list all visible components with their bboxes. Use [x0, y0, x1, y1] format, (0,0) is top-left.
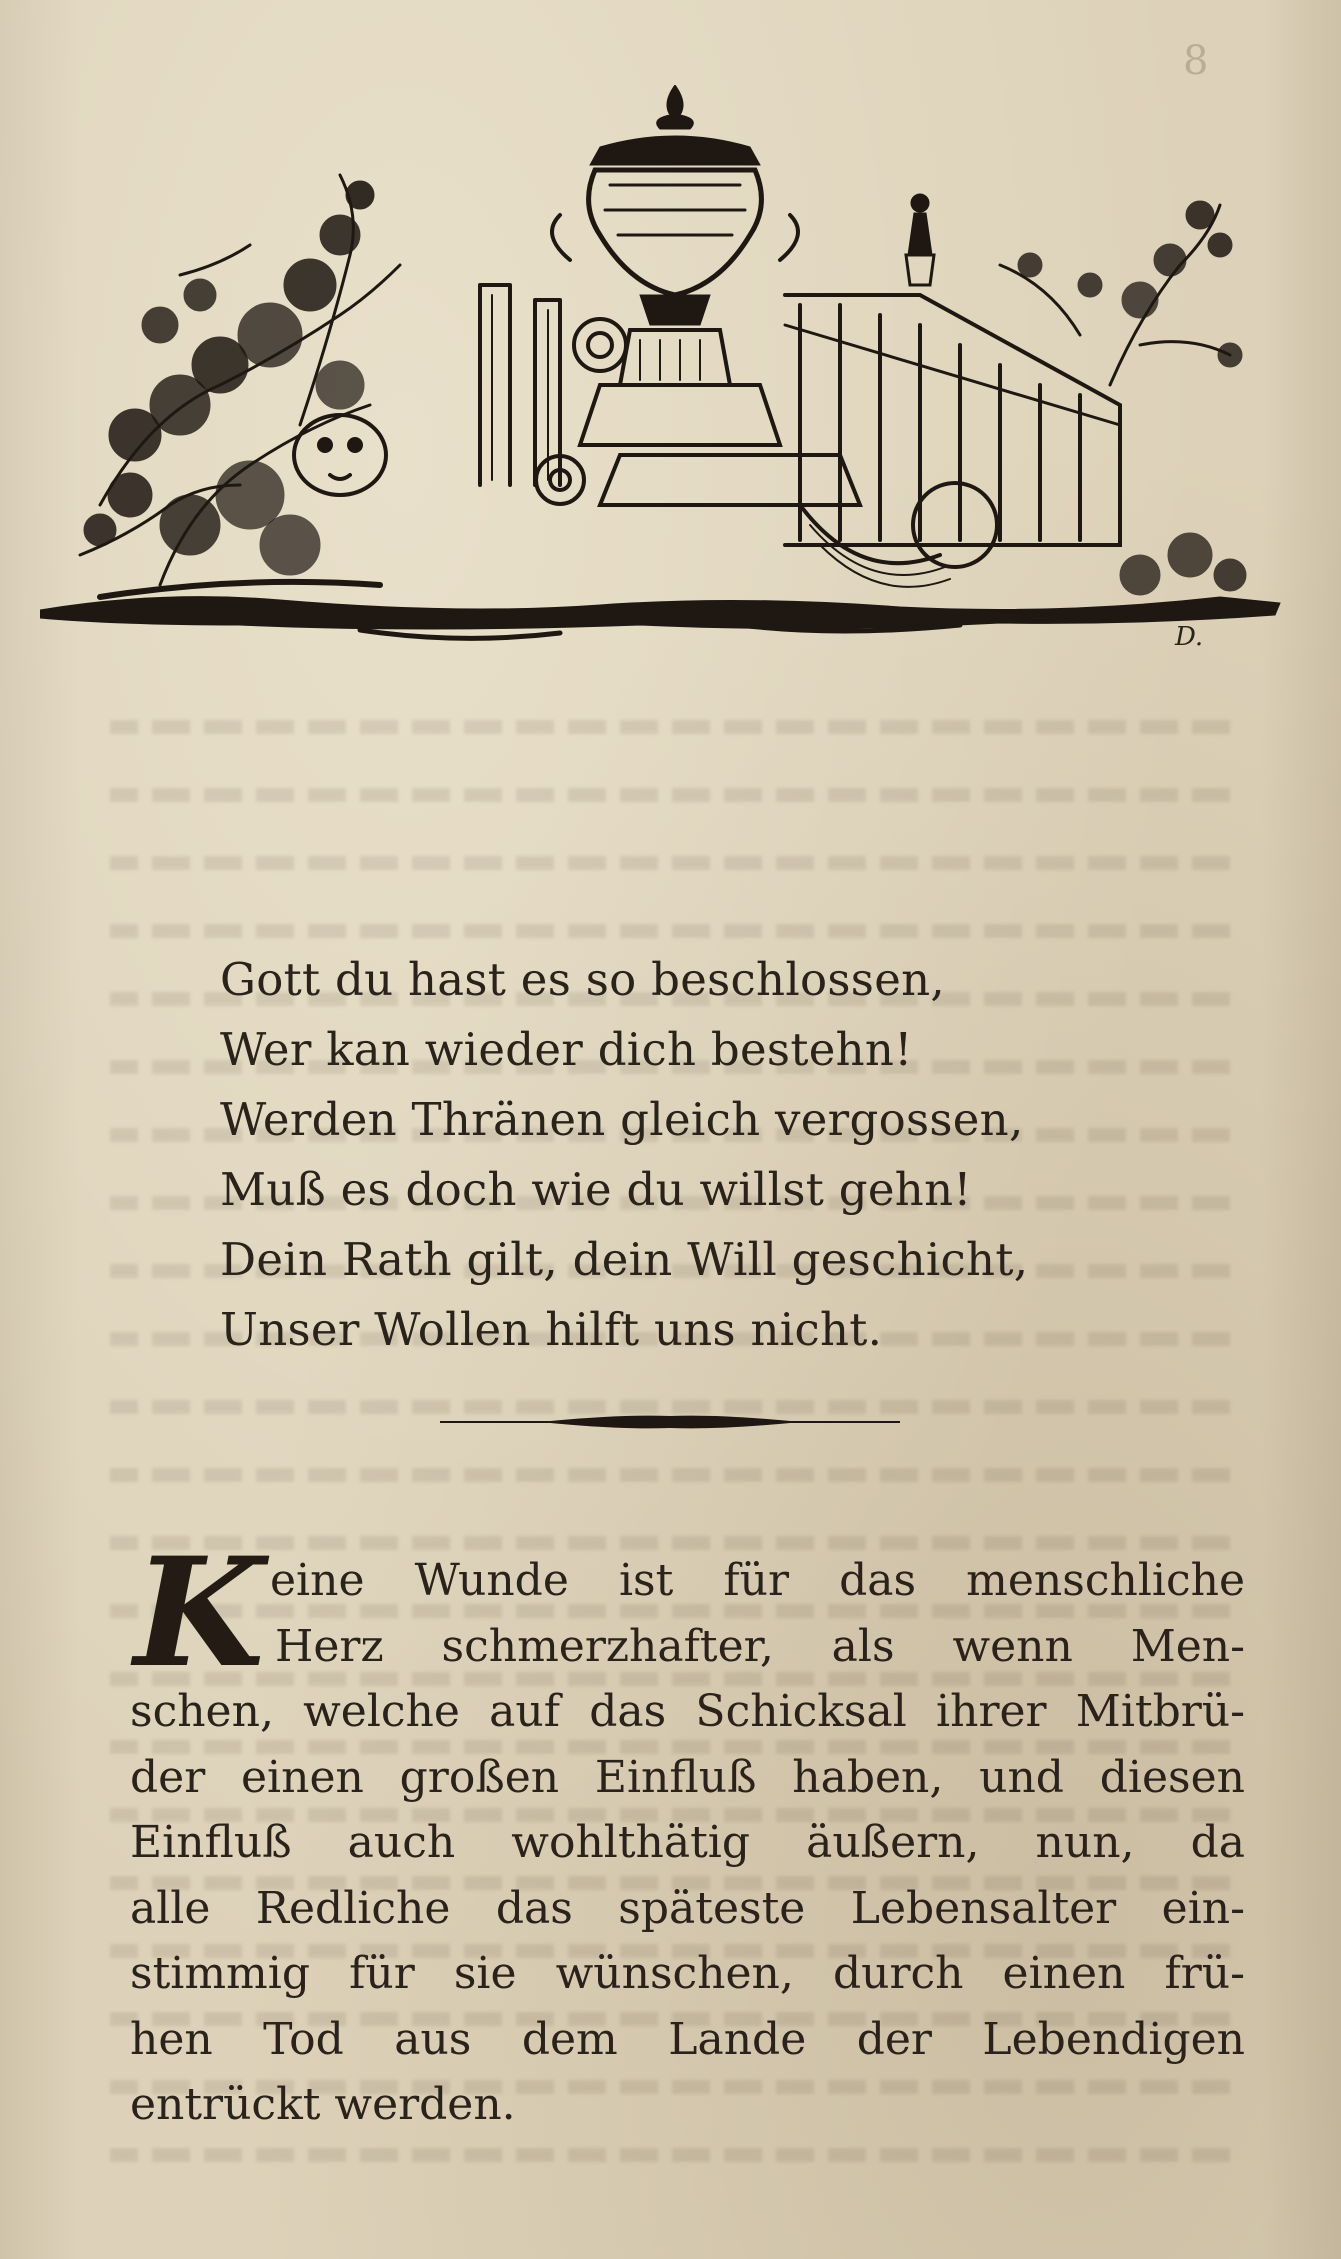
- page-number: 8: [1183, 38, 1209, 84]
- balustrade: [785, 295, 1120, 545]
- body-paragraph: [130, 1525, 1245, 2138]
- poem-line: Werden Thränen gleich vergossen,: [220, 1093, 1024, 1146]
- right-leaves: [1018, 201, 1246, 595]
- paragraph-line: eine Wunde ist für das menschliche: [270, 1555, 1245, 1606]
- statue: [906, 194, 934, 285]
- pedestal: [536, 319, 860, 505]
- ornamental-divider: [440, 1410, 900, 1434]
- paragraph-line: Einfluß auch wohlthätig äußern, nun, da: [130, 1817, 1245, 1868]
- overturned-column: [800, 483, 997, 587]
- paragraph-line: schen, welche auf das Schicksal ihrer Mitbrü-: [130, 1686, 1245, 1737]
- broken-columns: [480, 285, 560, 485]
- poem-line: Muß es doch wie du willst gehn!: [220, 1163, 972, 1216]
- ground: [40, 582, 1280, 638]
- paragraph-line: stimmig für sie wünschen, durch einen frü-: [130, 1948, 1245, 1999]
- poem-line: Unser Wollen hilft uns nicht.: [220, 1303, 883, 1356]
- engraver-signature: D.: [1175, 622, 1204, 652]
- poem-stanza: [220, 945, 1180, 1365]
- paragraph-line: Herz schmerzhafter, als wenn Men-: [275, 1620, 1245, 1672]
- paragraph-line: der einen großen Einfluß haben, und diesen: [130, 1751, 1245, 1803]
- paragraph-line: alle Redliche das späteste Lebensalter ein-: [130, 1882, 1245, 1934]
- poem-line: Wer kan wieder dich bestehn!: [220, 1023, 913, 1076]
- drop-cap: K: [134, 1525, 265, 1701]
- lion-mask: [294, 415, 386, 495]
- paragraph-line: entrückt werden.: [130, 2079, 516, 2130]
- paragraph-line: hen Tod aus dem Lande der Lebendigen: [130, 2013, 1245, 2065]
- poem-line: Gott du hast es so beschlossen,: [220, 953, 946, 1006]
- left-leaves: [84, 181, 374, 575]
- poem-line: Dein Rath gilt, dein Will geschicht,: [220, 1233, 1029, 1286]
- ornamental-vignette: [40, 85, 1300, 685]
